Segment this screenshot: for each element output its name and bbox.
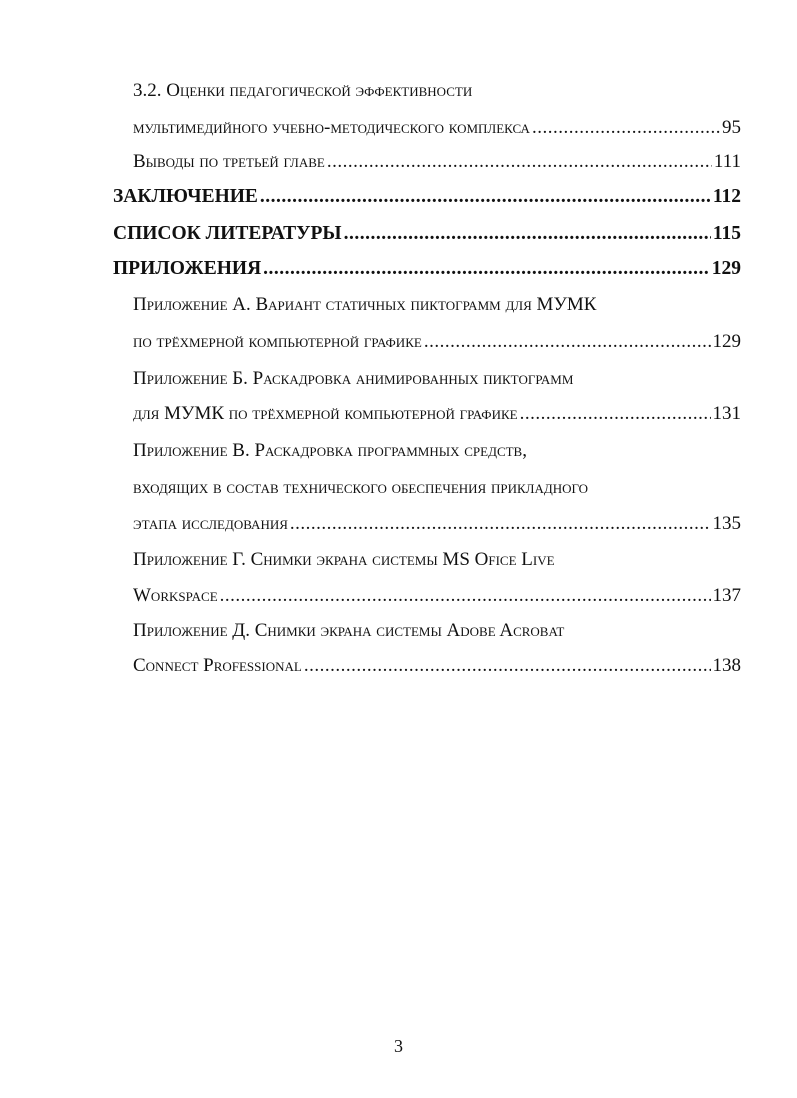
- toc-entry-title: Connect Professional: [133, 655, 302, 676]
- dot-leader: [344, 223, 711, 245]
- toc-entry[interactable]: [0, 620, 741, 646]
- toc-entry[interactable]: [0, 403, 741, 429]
- toc-entry-title: по трёхмерной компьютерной графике: [133, 331, 422, 352]
- toc-entry[interactable]: [0, 585, 741, 611]
- toc-entry[interactable]: [0, 186, 741, 212]
- toc-entry-page: 129: [711, 258, 741, 279]
- dot-leader: [304, 655, 711, 677]
- toc-entry[interactable]: [0, 223, 741, 249]
- toc-entry-page: 111: [713, 151, 741, 172]
- dot-leader: [220, 585, 711, 607]
- dot-leader: [260, 186, 711, 208]
- page-number: 3: [394, 1036, 403, 1056]
- toc-entry-title: мультимедийного учебно-методического комплекса: [133, 117, 530, 138]
- toc-entry-title: Приложение Б. Раскадровка анимированных пиктограмм: [133, 368, 574, 389]
- toc-entry-title: ПРИЛОЖЕНИЯ: [113, 258, 262, 279]
- toc-entry[interactable]: [0, 294, 741, 320]
- toc-entry-title: для МУМК по трёхмерной компьютерной графике: [133, 403, 518, 424]
- dot-leader: [424, 331, 711, 353]
- toc-entry-title: Выводы по третьей главе: [133, 151, 325, 172]
- toc-entry[interactable]: [0, 331, 741, 357]
- toc-entry[interactable]: [0, 117, 741, 143]
- toc-entry-page: 131: [712, 403, 741, 424]
- toc-entry-page: 135: [712, 513, 741, 534]
- dot-leader: [327, 151, 712, 173]
- toc-entry-page: 129: [712, 331, 741, 352]
- toc-entry-title: этапа исследования: [133, 513, 288, 534]
- toc-entry-page: 95: [722, 117, 741, 138]
- dot-leader: [263, 258, 710, 280]
- toc-entry-title: СПИСОК ЛИТЕРАТУРЫ: [113, 223, 342, 244]
- toc-entry[interactable]: [0, 440, 741, 466]
- toc-entry-page: 138: [712, 655, 741, 676]
- toc-entry-title: Приложение В. Раскадровка программных средств,: [133, 440, 527, 461]
- toc-entry-page: 137: [712, 585, 741, 606]
- toc-entry[interactable]: [0, 368, 741, 394]
- toc-entry[interactable]: [0, 80, 741, 106]
- toc-entry[interactable]: [0, 258, 741, 284]
- toc-entry-title: Приложение Д. Снимки экрана системы Adobe Acrobat: [133, 620, 565, 641]
- toc-entry-title: Приложение Г. Снимки экрана системы MS Ofice Live: [133, 549, 555, 570]
- toc-entry[interactable]: [0, 513, 741, 539]
- toc-entry[interactable]: [0, 151, 741, 177]
- toc-entry-title: ЗАКЛЮЧЕНИЕ: [113, 186, 258, 207]
- toc-entry-title: входящих в состав технического обеспечения прикладного: [133, 477, 589, 498]
- dot-leader: [290, 513, 711, 535]
- toc-entry-title: Workspace: [133, 585, 218, 606]
- toc-entry[interactable]: [0, 549, 741, 575]
- dot-leader: [532, 117, 720, 139]
- toc-entry[interactable]: [0, 477, 741, 503]
- toc-entry-title: 3.2. Оценки педагогической эффективности: [133, 80, 473, 101]
- toc-entry-page: 112: [712, 186, 741, 207]
- toc-entry-title: Приложение А. Вариант статичных пиктограмм для МУМК: [133, 294, 597, 315]
- toc-entry-page: 115: [712, 223, 741, 244]
- toc-entry[interactable]: [0, 655, 741, 681]
- dot-leader: [520, 403, 711, 425]
